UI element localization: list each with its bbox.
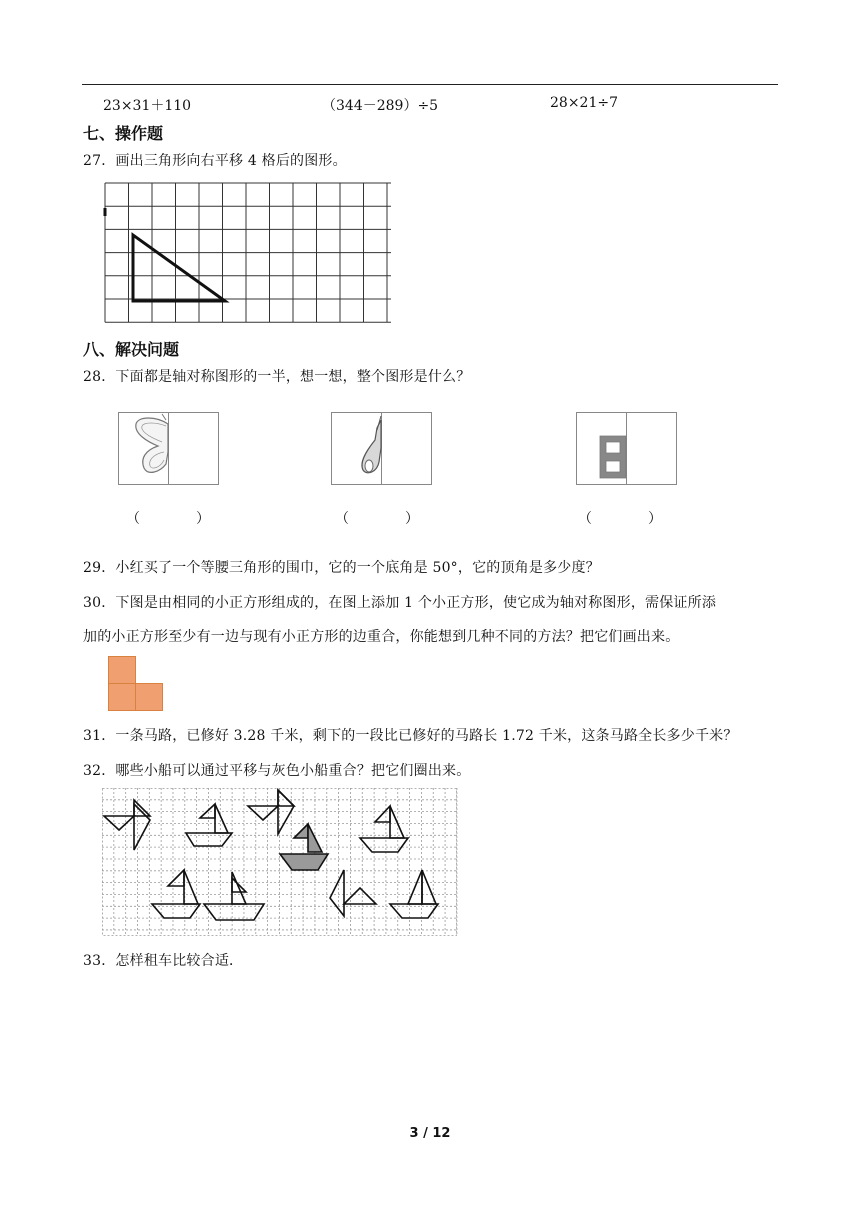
boat-2 xyxy=(186,804,232,846)
answer-paren-1[interactable]: （ ） xyxy=(126,511,210,527)
rack-half-figure xyxy=(576,412,678,486)
calc-expression-3: 28×21÷7 xyxy=(550,95,618,111)
boats-grid-figure xyxy=(102,788,458,938)
q27-grid-figure xyxy=(105,183,395,328)
answer-paren-3[interactable]: （ ） xyxy=(578,511,662,527)
question-27: 27．画出三角形向右平移 4 格后的图形。 xyxy=(83,153,347,169)
section-heading-8: 八、解决问题 xyxy=(83,340,180,359)
top-rule xyxy=(82,84,778,85)
boat-5 xyxy=(152,870,200,918)
question-32: 32．哪些小船可以通过平移与灰色小船重合？把它们圈出来。 xyxy=(83,763,471,779)
boat-7 xyxy=(330,870,376,916)
question-33: 33．怎样租车比较合适． xyxy=(83,953,244,969)
boat-4 xyxy=(360,806,408,852)
boat-6 xyxy=(204,872,264,920)
question-28: 28．下面都是轴对称图形的一半，想一想，整个图形是什么？ xyxy=(83,369,471,385)
boat-8 xyxy=(390,870,438,918)
question-30-line-1: 30．下图是由相同的小正方形组成的，在图上添加 1 个小正方形，使它成为轴对称图形，需保证所添 xyxy=(83,595,717,611)
question-30-line-2: 加的小正方形至少有一边与现有小正方形的边重合，你能想到几种不同的方法？把它们画出来。 xyxy=(83,629,680,645)
l-shape-squares xyxy=(108,656,164,712)
section-heading-7: 七、操作题 xyxy=(83,124,164,143)
butterfly-half-figure xyxy=(118,412,220,486)
scissors-half-figure xyxy=(331,412,433,486)
triangle-shape xyxy=(133,235,225,301)
calc-expression-2: （344－289）÷5 xyxy=(322,98,439,114)
calc-expression-1: 23×31＋110 xyxy=(103,98,192,114)
boat-1 xyxy=(104,800,150,850)
answer-paren-2[interactable]: （ ） xyxy=(335,511,419,527)
question-31: 31．一条马路，已修好 3.28 千米，剩下的一段比已修好的马路长 1.72 千米，这条马路全长多少千米？ xyxy=(83,728,738,744)
page-number: 3 / 12 xyxy=(409,1126,451,1141)
question-29: 29．小红买了一个等腰三角形的围巾，它的一个底角是 50°，它的顶角是多少度？ xyxy=(83,560,600,576)
